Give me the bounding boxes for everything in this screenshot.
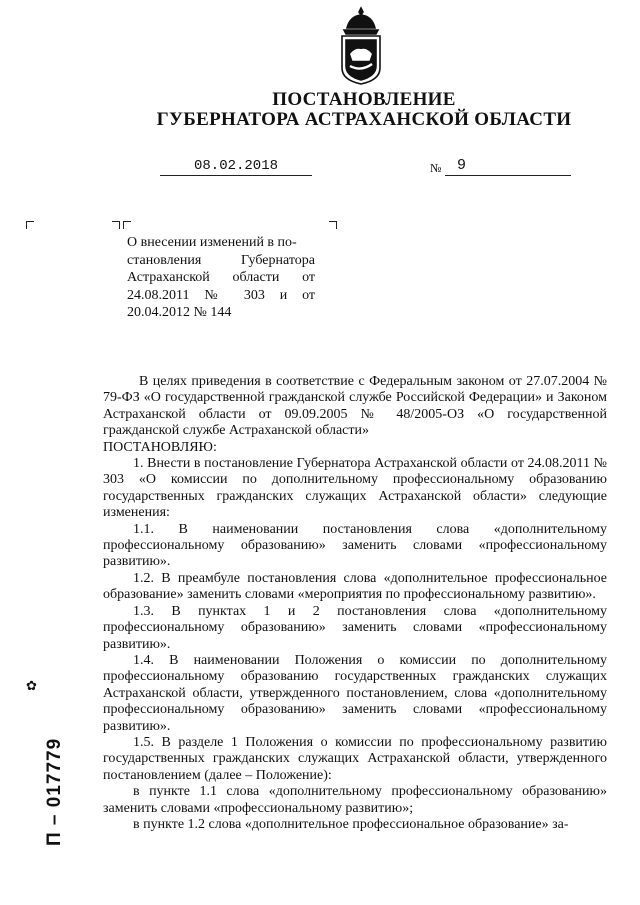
subject-line: Астраханской области от xyxy=(127,270,315,285)
document-subject xyxy=(127,234,315,322)
corner-mark xyxy=(123,221,131,229)
coat-of-arms-emblem xyxy=(332,6,390,86)
serial-number: П – 017779 xyxy=(44,737,65,846)
document-body xyxy=(103,374,607,833)
subject-line: становления Губернатора xyxy=(127,252,315,268)
body-paragraph: 1.2. В преамбуле постановления слова «дополнительное профессиональное образование» заменить словами «мероприятия по профессиональному развитию». xyxy=(103,570,607,603)
body-paragraph: 1.4. В наименовании Положения о комиссии по дополнительному профессиональному образованию государственных гражданских служащих Астраханской области, утвержденного постановлением, слова «дополнительному профессиональному образованию» заменить словами «профессиональному развитию». xyxy=(103,652,607,734)
subject-line: 20.04.2012 № 144 xyxy=(127,305,232,320)
document-date: 08.02.2018 xyxy=(160,157,312,176)
number-label: № xyxy=(430,161,442,175)
body-paragraph: В целях приведения в соответствие с Федеральным законом от 27.07.2004 № 79-ФЗ «О государственной гражданской службе Российской Федерации» и Законом Астраханской области от 09.09.2005 № 48/2005-ОЗ «О государственной гражданской службе Астраханской области» xyxy=(103,374,607,439)
body-paragraph: в пункте 1.2 слова «дополнительное профессиональное образование» за- xyxy=(133,816,569,832)
corner-mark xyxy=(26,221,34,229)
body-paragraph: в пункте 1.1 слова «дополнительному профессиональному образованию» заменить словами «профессиональному развитию»; xyxy=(103,784,607,816)
document-issuer: ГУБЕРНАТОРА АСТРАХАНСКОЙ ОБЛАСТИ xyxy=(156,109,572,130)
document-title: ПОСТАНОВЛЕНИЕ xyxy=(272,89,456,110)
subject-line: 24.08.2011 № 303 и от xyxy=(127,287,315,303)
body-paragraph: 1. Внести в постановление Губернатора Астраханской области от 24.08.2011 № 303 «О комиссии по дополнительному профессиональному образованию государственных гражданских служащих Астраханской области» следующие изменения: xyxy=(103,456,607,521)
body-paragraph: 1.3. В пунктах 1 и 2 постановления слова «дополнительному профессиональному образованию» заменить словами «профессиональному развитию». xyxy=(103,603,607,652)
subject-line: О внесении изменений в по- xyxy=(127,235,297,250)
corner-mark xyxy=(112,221,120,229)
body-paragraph: 1.1. В наименовании постановления слова «дополнительному профессиональному образованию» заменить словами «профессиональному развитию». xyxy=(103,521,607,570)
body-paragraph: 1.5. В разделе 1 Положения о комиссии по профессиональному развитию государственных гражданских служащих Астраханской области, утвержденного постановлением (далее – Положение): xyxy=(103,734,607,783)
document-number: 9 xyxy=(445,157,571,176)
body-decree: ПОСТАНОВЛЯЮ: xyxy=(103,439,217,455)
corner-mark xyxy=(329,221,337,229)
ornament-icon: ✿ xyxy=(26,678,37,693)
